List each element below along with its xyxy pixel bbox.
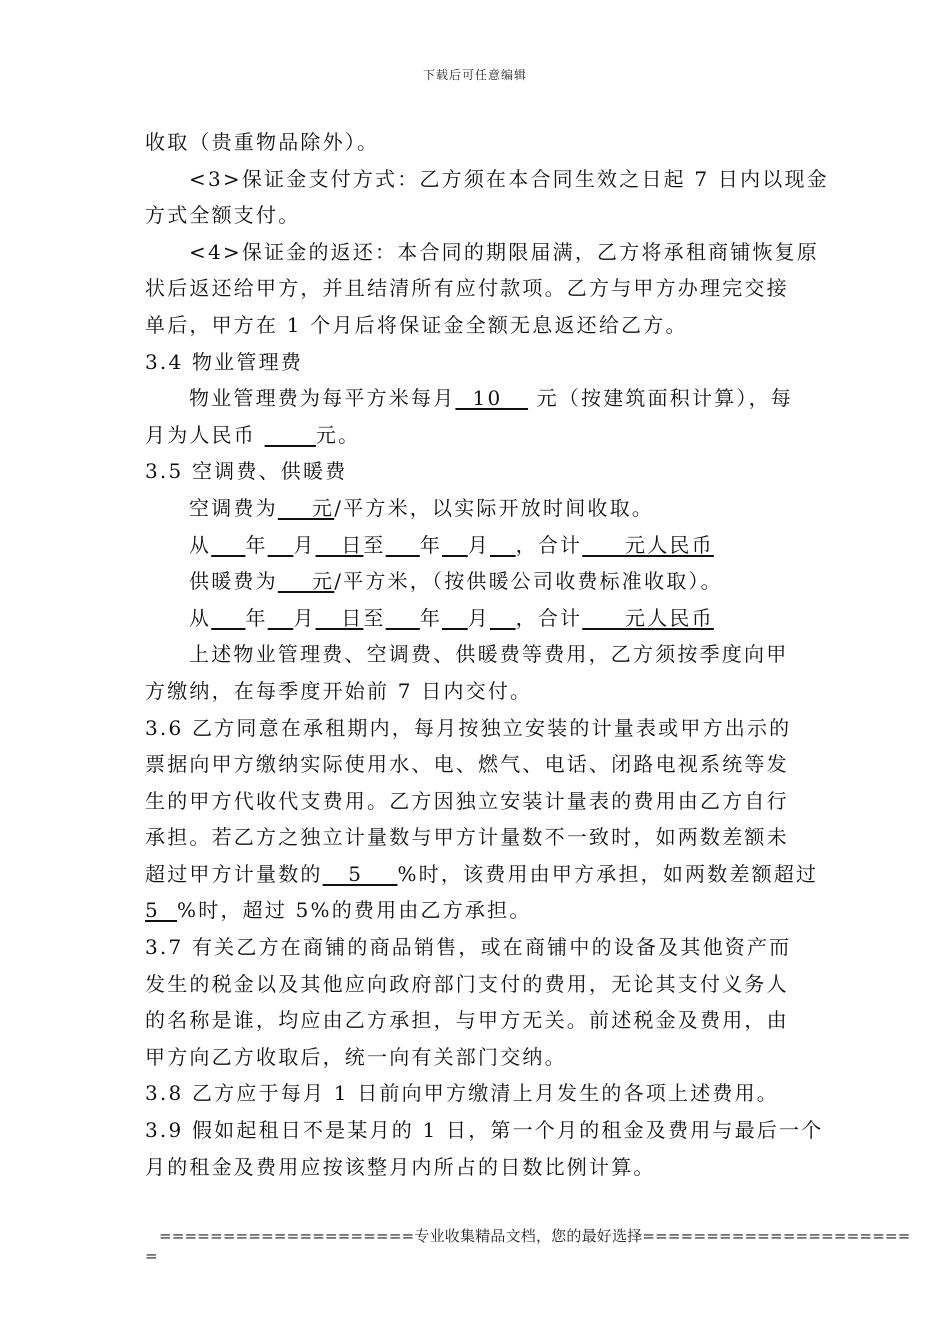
- underlined-blank: [211, 606, 245, 630]
- text-run: 月为人民币: [145, 422, 265, 447]
- text-run: 方缴纳，在每季度开始前 7 日内交付。: [145, 678, 533, 703]
- underlined-blank: [442, 606, 468, 630]
- page-header: 下载后可任意编辑: [422, 68, 527, 82]
- text-line: [145, 124, 810, 161]
- text-line: [145, 380, 810, 417]
- text-run: 发生的税金以及其他应向政府部门支付的费用，无论其支付义务人: [145, 971, 789, 996]
- text-run: 元（按建筑面积计算），每: [528, 386, 794, 411]
- text-run: 月: [293, 605, 316, 630]
- underlined-blank: 5: [322, 861, 398, 886]
- text-line: [145, 673, 810, 710]
- text-line: [145, 417, 810, 454]
- underlined-blank: 元人民币: [582, 532, 714, 557]
- text-run: 甲方向乙方收取后，统一向有关部门交纳。: [145, 1044, 567, 1069]
- text-line: [145, 710, 810, 747]
- text-run: 3.8 乙方应于每月 1 日前向甲方缴清上月发生的各项上述费用。: [145, 1081, 780, 1106]
- text-run: 月: [467, 532, 490, 557]
- text-run: 年: [419, 532, 443, 557]
- text-line: [145, 1112, 824, 1149]
- footer-banner: ====================专业收集精品文档，您的最好选择=====================: [159, 1227, 911, 1245]
- text-run: 3.6 乙方同意在承租期内，每月按独立安装的计量表或甲方出示的: [145, 715, 792, 740]
- underlined-blank: [386, 606, 420, 630]
- text-line: [145, 161, 829, 198]
- text-run: 从: [189, 605, 212, 630]
- text-run: 3.4 物业管理费: [145, 349, 303, 374]
- text-line: [145, 856, 819, 893]
- text-line: [145, 600, 810, 637]
- text-run: 状后返还给甲方，并且结清所有应付款项。乙方与甲方办理完交接: [145, 276, 789, 301]
- text-line: [145, 563, 810, 600]
- text-line: [145, 819, 810, 856]
- text-line: [145, 892, 810, 929]
- text-run: /平方米，以实际开放时间收取。: [334, 495, 654, 520]
- page-footer: [145, 1226, 911, 1266]
- text-run: 上述物业管理费、空调费、供暖费等费用，乙方须按季度向甲: [189, 642, 789, 667]
- text-line: [145, 783, 810, 820]
- text-run: 月: [293, 532, 316, 557]
- text-run: 年: [245, 605, 268, 630]
- text-run: 月的租金及费用应按该整月内所占的日数比例计算。: [145, 1154, 656, 1179]
- text-run: 单后，甲方在 1 个月后将保证金全额无息返还给乙方。: [145, 312, 688, 337]
- text-line: [145, 307, 810, 344]
- text-run: ，合计: [515, 532, 583, 557]
- text-run: 超过甲方计量数的: [145, 861, 323, 886]
- text-run: 月: [467, 605, 490, 630]
- text-run: 年: [419, 605, 443, 630]
- underlined-blank: [211, 533, 245, 557]
- text-run: 生的甲方代收代支费用。乙方因独立安装计量表的费用由乙方自行: [145, 788, 789, 813]
- underlined-blank: [268, 606, 294, 630]
- text-line: [145, 929, 810, 966]
- text-line: [145, 234, 820, 271]
- underlined-blank: [265, 423, 316, 447]
- footer-continuation: =: [145, 1247, 158, 1265]
- text-run: 3.7 有关乙方在商铺的商品销售，或在商铺中的设备及其他资产而: [145, 935, 792, 960]
- underlined-blank: 10: [455, 386, 529, 411]
- text-run: ，合计: [515, 605, 583, 630]
- text-run: <4>保证金的返还：本合同的期限届满，乙方将承租商铺恢复原: [189, 239, 820, 264]
- underlined-blank: [490, 533, 516, 557]
- text-line: [145, 453, 810, 490]
- text-line: [145, 527, 810, 564]
- text-line: [145, 1002, 810, 1039]
- text-run: 供暖费为: [189, 569, 278, 594]
- text-run: 方式全额支付。: [145, 203, 301, 228]
- text-run: 3.9 假如起租日不是某月的 1 日，第一个月的租金及费用与最后一个: [145, 1118, 824, 1143]
- text-run: %时，该费用由甲方承担，如两数差额超过: [397, 861, 819, 886]
- underlined-blank: 5: [145, 898, 178, 923]
- underlined-blank: 元: [277, 569, 335, 594]
- text-run: /平方米，（按供暖公司收费标准收取）。: [334, 569, 723, 594]
- text-line: [145, 1039, 810, 1076]
- underlined-blank: [386, 533, 420, 557]
- document-body: [145, 124, 829, 1185]
- text-line: [145, 270, 810, 307]
- text-line: [145, 490, 810, 527]
- text-run: 空调费为: [189, 495, 278, 520]
- text-run: 3.5 空调费、供暖费: [145, 459, 348, 484]
- text-run: 至: [363, 532, 386, 557]
- text-run: <3>保证金支付方式：乙方须在本合同生效之日起 7 日内以现金: [189, 166, 829, 191]
- underlined-blank: 元人民币: [582, 605, 714, 630]
- text-run: 物业管理费为每平方米每月: [189, 386, 456, 411]
- text-line: [145, 197, 810, 234]
- text-run: 票据向甲方缴纳实际使用水、电、燃气、电话、闭路电视系统等发: [145, 752, 789, 777]
- underlined-blank: 日: [315, 605, 364, 630]
- underlined-blank: 元: [277, 495, 335, 520]
- underlined-blank: [442, 533, 468, 557]
- text-run: 年: [245, 532, 268, 557]
- underlined-blank: [268, 533, 294, 557]
- text-line: [145, 1149, 810, 1186]
- text-line: [145, 966, 810, 1003]
- text-run: 收取（贵重物品除外）。: [145, 130, 380, 154]
- text-line: [145, 636, 810, 673]
- text-run: 从: [189, 532, 212, 557]
- text-run: 元。: [315, 422, 361, 447]
- text-line: [145, 746, 810, 783]
- text-run: 承担。若乙方之独立计量数与甲方计量数不一致时，如两数差额未: [145, 825, 789, 850]
- underlined-blank: [490, 606, 516, 630]
- text-line: [145, 1075, 810, 1112]
- text-line: [145, 344, 810, 381]
- underlined-blank: 日: [315, 532, 364, 557]
- text-run: %时，超过 5%的费用由乙方承担。: [177, 898, 532, 923]
- text-run: 至: [363, 605, 386, 630]
- text-run: 的名称是谁，均应由乙方承担，与甲方无关。前述税金及费用，由: [145, 1008, 789, 1033]
